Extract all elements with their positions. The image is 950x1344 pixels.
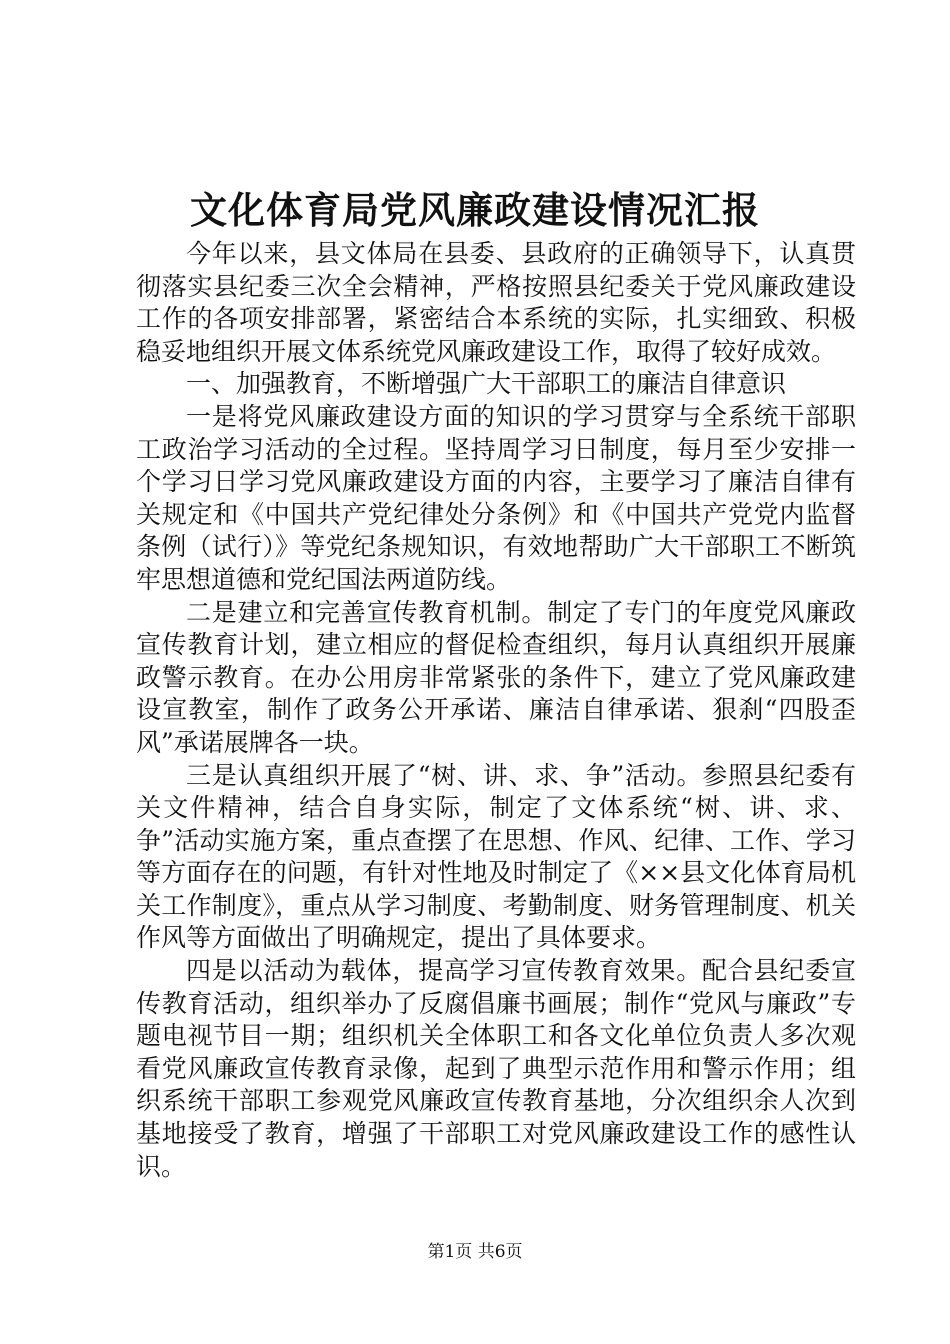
section-heading: 一、加强教育，不断增强广大干部职工的廉洁自律意识 [186, 369, 787, 399]
paragraph-item-2: 二是建立和完善宣传教育机制。制定了专门的年度党风廉政宣传教育计划，建立相应的督促检查组织，每月认真组织开展廉政警示教育。在办公用房非常紧张的条件下，建立了党风廉政建设宣教室，制作了政务公开承诺、廉洁自律承诺、狠刹“四股歪风”承诺展牌各一块。 [136, 597, 856, 757]
paragraph-item-3: 三是认真组织开展了“树、讲、求、争”活动。参照县纪委有关文件精神，结合自身实际，制定了文体系统“树、讲、求、争”活动实施方案，重点查摆了在思想、作风、纪律、工作、学习等方面存在的问题，有针对性地及时制定了《××县文化体育局机关工作制度》，重点从学习制度、考勤制度、财务管理制度、机关作风等方面做出了明确规定，提出了具体要求。 [136, 760, 856, 953]
paragraph-item-1: 一是将党风廉政建设方面的知识的学习贯穿与全系统干部职工政治学习活动的全过程。坚持周学习日制度，每月至少安排一个学习日学习党风廉政建设方面的内容，主要学习了廉洁自律有关规定和《中国共产党纪律处分条例》和《中国共产党党内监督条例（试行）》等党纪条规知识，有效地帮助广大干部职工不断筑牢思想道德和党纪国法两道防线。 [136, 401, 856, 594]
document-body [136, 238, 856, 1183]
page-number-footer: 第1页 共6页 [427, 1242, 523, 1262]
document-title: 文化体育局党风廉政建设情况汇报 [190, 188, 760, 232]
paragraph-intro: 今年以来，县文体局在县委、县政府的正确领导下，认真贯彻落实县纪委三次全会精神，严格按照县纪委关于党风廉政建设工作的各项安排部署，紧密结合本系统的实际，扎实细致、积极稳妥地组织开展文体系统党风廉政建设工作，取得了较好成效。 [136, 239, 856, 366]
paragraph-item-4: 四是以活动为载体，提高学习宣传教育效果。配合县纪委宣传教育活动，组织举办了反腐倡廉书画展；制作“党风与廉政”专题电视节目一期；组织机关全体职工和各文化单位负责人多次观看党风廉政宣传教育录像，起到了典型示范作用和警示作用；组织系统干部职工参观党风廉政宣传教育基地，分次组织余人次到基地接受了教育，增强了干部职工对党风廉政建设工作的感性认识。 [136, 956, 856, 1181]
